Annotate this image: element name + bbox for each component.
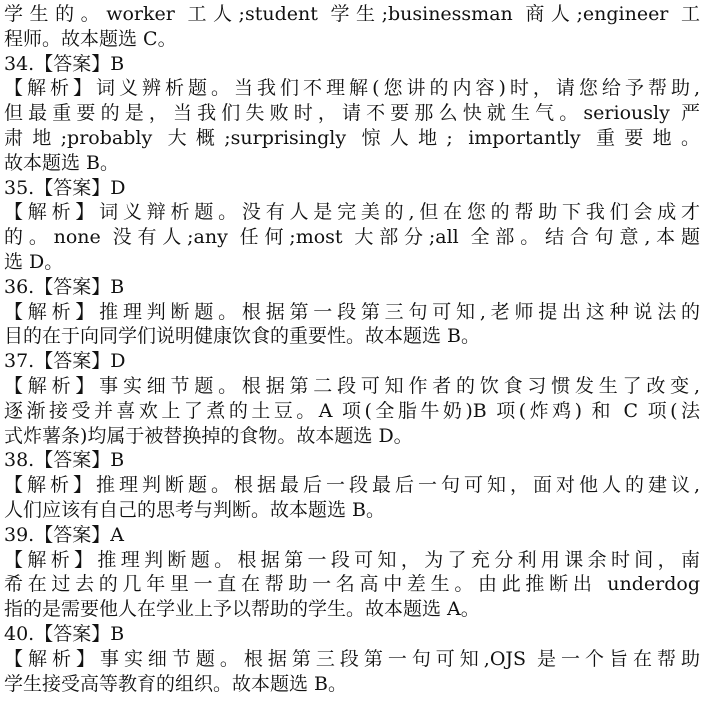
explanation-line: 肃地;probably 大概;surprisingly 惊人地; importantly 重要地。	[4, 126, 700, 149]
answer-heading: 37.【答案】D	[4, 350, 126, 373]
explanation-line: 【解析】事实细节题。根据第三段第一句可知,OJS 是一个旨在帮助	[4, 647, 700, 670]
explanation-line: 指的是需要他人在学业上予以帮助的学生。故本题选 A。	[4, 598, 480, 621]
answer-heading: 35.【答案】D	[4, 176, 126, 199]
answer-heading: 39.【答案】A	[4, 523, 124, 546]
explanation-line: 【解析】词义辩析题。没有人是完美的,但在您的帮助下我们会成才	[4, 201, 700, 224]
text-line: 学生的。worker 工人;student 学生;businessman 商人;engineer 工	[4, 3, 700, 25]
explanation-line: 学生接受高等教育的组织。故本题选 B。	[4, 672, 348, 695]
explanation-line: 【解析】推理判断题。根据第一段第三句可知,老师提出这种说法的	[4, 300, 700, 323]
answer-heading: 38.【答案】B	[4, 449, 125, 472]
answer-heading: 40.【答案】B	[4, 622, 125, 645]
explanation-line: 但最重要的是，当我们失败时，请不要那么快就生气。seriously 严	[4, 102, 700, 125]
explanation-line: 【解析】推理判断题。根据最后一段最后一句可知，面对他人的建议,	[4, 474, 700, 497]
explanation-line: 故本题选 B。	[4, 151, 120, 174]
explanation-line: 逐渐接受并喜欢上了煮的土豆。A 项(全脂牛奶)B 项(炸鸡) 和 C 项(法	[4, 399, 700, 422]
explanation-line: 目的在于向同学们说明健康饮食的重要性。故本题选 B。	[4, 325, 481, 348]
explanation-line: 【解析】事实细节题。根据第二段可知作者的饮食习惯发生了改变,	[4, 374, 700, 397]
explanation-line: 人们应该有自己的思考与判断。故本题选 B。	[4, 498, 386, 521]
answer-heading: 34.【答案】B	[4, 52, 125, 75]
explanation-line: 【解析】词义辨析题。当我们不理解(您讲的内容)时，请您给予帮助,	[4, 77, 700, 100]
explanation-line: 【解析】推理判断题。根据第一段可知，为了充分利用课余时间，南	[4, 548, 700, 571]
explanation-line: 的。none 没有人;any 任何;most 大部分;all 全部。结合句意,本题	[4, 226, 700, 249]
explanation-line: 选 D。	[4, 250, 64, 273]
answer-heading: 36.【答案】B	[4, 275, 125, 298]
explanation-line: 希在过去的几年里一直在帮助一名高中差生。由此推断出 underdog	[4, 573, 700, 596]
text-line: 程师。故本题选 C。	[4, 27, 177, 50]
explanation-line: 式炸薯条)均属于被替换掉的食物。故本题选 D。	[4, 424, 413, 447]
